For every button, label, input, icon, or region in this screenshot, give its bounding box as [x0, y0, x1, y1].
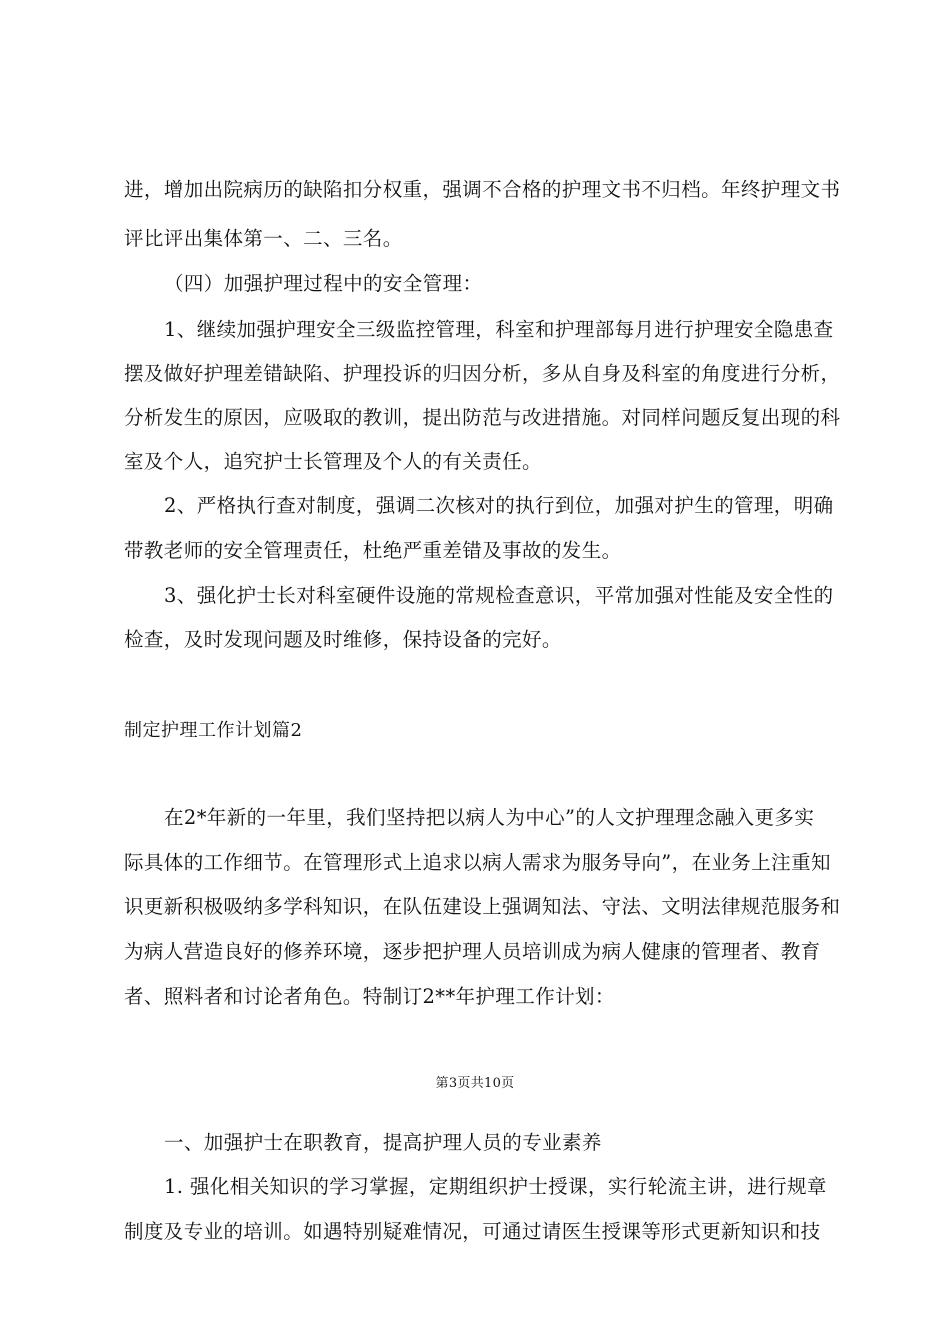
text-line: 3、强化护士长对科室硬件设施的常规检查意识，平常加强对性能及安全性的: [164, 584, 834, 607]
text-line: 室及个人，追究护士长管理及个人的有关责任。: [124, 450, 542, 473]
text-line: 评比评出集体第一、二、三名。: [124, 227, 403, 250]
text-line: 际具体的工作细节。在管理形式上追求以病人需求为服务导向”，在业务上注重知: [124, 851, 831, 874]
text-line: 为病人营造良好的修养环境，逐步把护理人员培训成为病人健康的管理者、教育: [124, 940, 821, 963]
text-line: 带教老师的安全管理责任，杜绝严重差错及事故的发生。: [124, 539, 622, 562]
page-number: 第3页共10页: [435, 1076, 515, 1091]
section-heading: 一、加强护士在职教育，提高护理人员的专业素养: [164, 1131, 602, 1154]
text-line: 在2*年新的一年里，我们坚持把以病人为中心”的人文护理理念融入更多实: [164, 806, 815, 829]
text-line: 摆及做好护理差错缺陷、护理投诉的归因分析，多从自身及科室的角度进行分析，: [124, 362, 841, 385]
text-line: 检查，及时发现问题及时维修，保持设备的完好。: [124, 628, 562, 651]
section-heading: （四）加强护理过程中的安全管理：: [164, 272, 483, 295]
text-line: 分析发生的原因，应吸取的教训，提出防范与改进措施。对同样问题反复出现的科: [124, 406, 841, 429]
article-heading: 制定护理工作计划篇2: [124, 720, 303, 741]
text-line: 1. 强化相关知识的学习掌握，定期组织护士授课，实行轮流主讲，进行规章: [164, 1175, 827, 1198]
text-line: 制度及专业的培训。如遇特别疑难情况，可通过请医生授课等形式更新知识和技: [124, 1220, 821, 1243]
text-line: 2、严格执行查对制度，强调二次核对的执行到位，加强对护生的管理，明确: [164, 494, 834, 517]
text-line: 者、照料者和讨论者角色。特制订2**年护理工作计划：: [124, 985, 615, 1008]
text-line: 进，增加出院病历的缺陷扣分权重，强调不合格的护理文书不归档。年终护理文书: [124, 178, 841, 201]
text-line: 1、继续加强护理安全三级监控管理，科室和护理部每月进行护理安全隐患查: [164, 318, 834, 341]
text-line: 识更新积极吸纳多学科知识，在队伍建设上强调知法、守法、文明法律规范服务和: [124, 895, 841, 918]
